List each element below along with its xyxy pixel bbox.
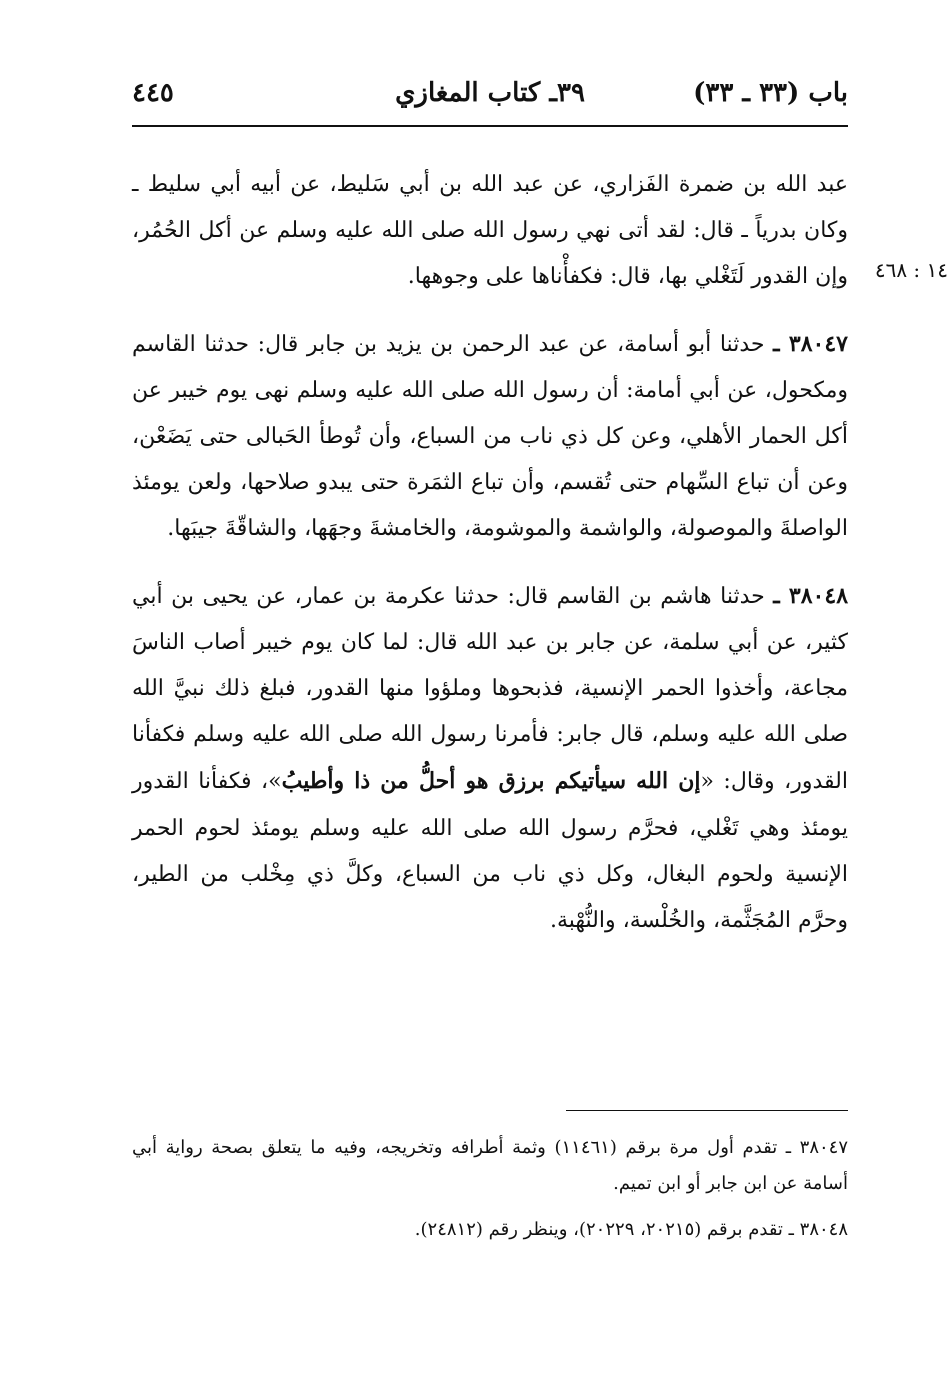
header-rule — [132, 125, 848, 127]
main-text — [132, 162, 848, 944]
footnotes — [132, 1130, 848, 1248]
book-title: ٣٩ـ كتاب المغازي — [395, 78, 585, 108]
footnote-rule — [566, 1110, 848, 1111]
paragraph-text: حدثنا هاشم بن القاسم قال: حدثنا عكرمة بن عمار، عن يحيى بن أبي كثير، عن أبي سلمة، عن جابر بن عبد الله قال: لما كان يوم خيبر أصاب الناسَ مجاعة، وأخذوا الحمر الإنسية، فذبحوها وملؤوا منها القدور، فبلغ ذلك نبيَّ الله صلى الله عليه وسلم، قال جابر: فأمرنا رسول الله صلى الله عليه وسلم فكفأنا القدور، وقال: « — [132, 583, 848, 795]
page-header — [132, 78, 848, 118]
paragraph-text: عبد الله بن ضمرة الفَزاري، عن عبد الله بن أبي سَليط، عن أبيه أبي سليط ـ وكان بدرياً ـ قال: لقد أتى نهي رسول الله صلى الله عليه وسلم عن أكل الحُمُر، وإن القدور لَتَغْلي بها، قال: فكفأْناها على وجوهها. — [132, 172, 848, 290]
page-number: ٤٤٥ — [132, 78, 174, 108]
footnote: ٣٨٠٤٧ ـ تقدم أول مرة برقم (١١٤٦١) وثمة أطرافه وتخريجه، وفيه ما يتعلق بصحة رواية أبي أسامة عن ابن جابر أو ابن تميم. — [132, 1137, 849, 1194]
hadith-number: ٣٨٠٤٨ ـ — [773, 582, 849, 609]
footnote: ٣٨٠٤٨ ـ تقدم برقم (٢٠٢١٥، ٢٠٢٢٩)، وينظر رقم (٢٤٨١٢). — [414, 1219, 848, 1240]
margin-reference: ١٤ : ٤٦٨ — [874, 258, 948, 282]
hadith-number: ٣٨٠٤٧ ـ — [773, 330, 848, 357]
chapter-heading: باب (٣٣ ـ ٣٣) — [693, 78, 848, 108]
paragraph-text: حدثنا أبو أسامة، عن عبد الرحمن بن يزيد بن جابر قال: حدثنا القاسم ومكحول، عن أبي أمامة: أن رسول الله صلى الله عليه وسلم نهى يوم خيبر عن أكل الحمار الأهلي، وعن كل ذي ناب من السباع، وأن تُوطأ الحَبالى حتى يَضَعْن، وعن أن تباع السِّهام حتى تُقسم، وأن تباع الثمَرة حتى يبدو صلاحها، ولعن يومئذ الواصلةَ والموصولة، والواشمة والموشومة، والخامشةَ وجهَها، والشاقّةَ جيبَها. — [132, 331, 848, 542]
hadith-paragraph — [132, 573, 848, 945]
hadith-paragraph — [132, 321, 848, 553]
paragraph-continuation — [132, 162, 848, 301]
prophetic-quote: إن الله سيأتيكم برزق هو أحلُّ من ذا وأطيبُ — [281, 768, 701, 795]
paragraph-text: »، فكفأنا القدور يومئذ وهي تَغْلي، فحرَّم رسول الله صلى الله عليه وسلم يومئذ لحوم الحمر الإنسية ولحوم البغال، وكل ذي ناب من السباع، وكلَّ ذي مِخْلب من الطير، وحرَّم المُجَثَّمة، والخُلْسة، والنُّهْبة. — [132, 769, 848, 934]
